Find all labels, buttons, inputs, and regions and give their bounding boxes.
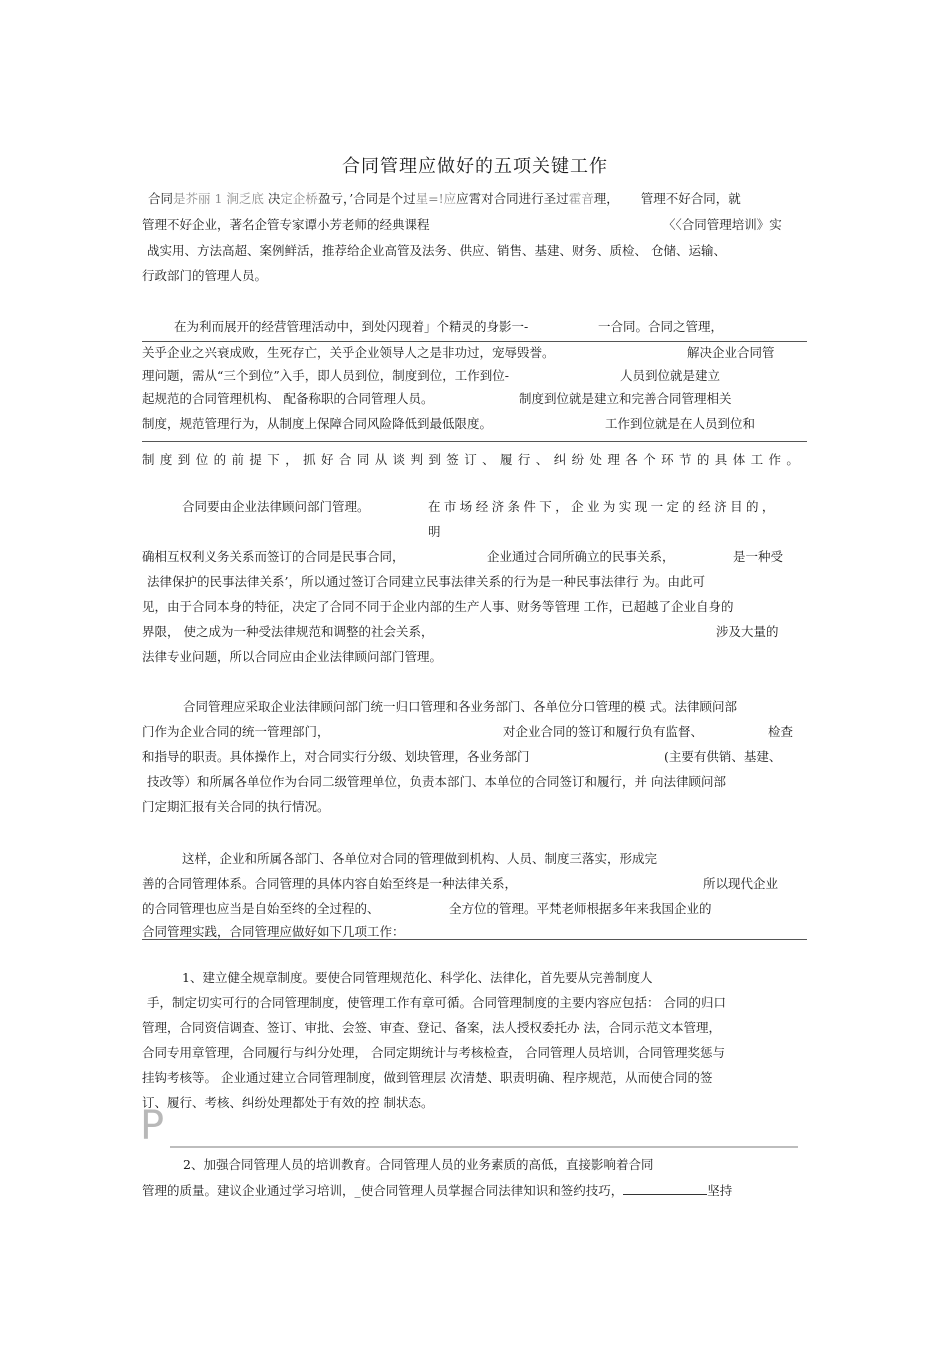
intro-text: 应霄对合同进行圣过 [456,191,569,206]
p2-line-5a: 界限， 使之成为一种受法律规范和调整的社会关系， [142,624,434,639]
p3-line-1: 合同管理应采取企业法律顾问部门统一归口管理和各业务部门、各单位分口管理的模 式。法律顾问部 [183,699,737,714]
p2-line-2c: 是一种受 [733,549,784,564]
intro-line-1 [148,191,741,207]
p3-line-3a: 和指导的职责。具体操作上，对合同实行分级、划块管理，各业务部门 [142,749,530,764]
p3-line-3b: (主要有供销、基建、 [664,749,782,764]
p2-line-1b: 在市场经济条件下，企业为实现一定的经济目的， [428,499,778,514]
intro-text: 合同 [148,191,174,206]
p1-line-3a: 理问题，需从“三个到位”入手，即人员到位，制度到位，工作到位- [142,368,510,383]
p6-line-2 [142,1182,732,1199]
p3-line-2c: 检查 [768,724,794,739]
p1-line-6: 制度到位的前提下，抓好合同从谈判到签订、履行、纠纷处理各个环节的具体工作。 [142,452,805,467]
page-mark: P [140,1103,165,1149]
p1-line-2a: 关乎企业之兴衰成败，生死存亡，关乎企业领导人之是非功过，宠辱毁誉。 [142,345,555,360]
p3-line-5: 门定期汇报有关合同的执行情况。 [142,799,330,814]
intro-text: 盈亏，’合同是个过 [317,191,416,206]
p4-line-3b: 全方位的管理。平梵老师根据多年来我国企业的 [449,901,712,916]
p4-line-4: 合同管理实践，合同管理应做好如下几项工作： [142,924,405,939]
p1-line-2b: 解决企业合同管 [687,345,775,360]
p3-line-2a: 门作为企业合同的统一管理部门， [142,724,330,739]
intro-garbled-text: 是芥丽 1 涧乏底 [173,191,264,206]
divider-line [142,441,807,442]
p2-line-5b: 涉及大量的 [716,624,779,639]
intro-garbled-text: 霍音 [568,191,594,206]
intro-garbled-text: 定企桥 [280,191,318,206]
p1-line-5b: 工作到位就是在人员到位和 [605,416,756,431]
p1-line-4a: 起规范的合同管理机构、 配备称职的合同管理人员。 [142,391,434,406]
p2-line-2b: 企业通过合同所确立的民事关系， [487,549,675,564]
p2-line-4: 见，由于合同本身的特征，决定了合同不同于企业内部的生产人事、财务等管理 工作，已超越了企业自身的 [142,599,734,614]
p1-line-4b: 制度到位就是建立和完善合同管理相关 [519,391,732,406]
blank-underline [623,1182,707,1195]
document-title: 合同管理应做好的五项关键工作 [342,156,608,177]
p2-line-1c: 明 [428,524,441,539]
p5-line-4: 合同专用章管理，合同履行与纠分处理， 合同定期统计与考核检查， 合同管理人员培训，合同管理奖惩与 [142,1045,725,1060]
intro-line-2b: 〈〈合同管理培训》实 [663,217,782,232]
p5-line-2: 手，制定切实可行的合同管理制度，使管理工作有章可循。合同管理制度的主要内容应包括： 合同的归口 [147,995,726,1010]
intro-text: 决 [267,191,281,206]
p6-line-2a: 管理的质量。建议企业通过学习培训，_使合同管理人员掌握合同法律知识和签约技巧， [142,1183,624,1198]
p2-line-6: 法律专业问题，所以合同应由企业法律顾问部门管理。 [142,649,443,664]
page-separator [170,1146,798,1148]
intro-garbled-text: 星=!应 [415,191,457,206]
p5-line-6: 订、履行、考核、纠纷处理都处于有效的控 制状态。 [142,1095,434,1110]
intro-line-4: 行政部门的管理人员。 [142,268,268,283]
p2-line-2a: 确相互权利义务关系而签订的合同是民事合同， [142,549,405,564]
intro-line-3: 战实用、方法高超、案例鲜活，推荐给企业高管及法务、供应、销售、基建、财务、质检、 仓储、运输、 [147,243,726,258]
divider-line [142,939,807,940]
intro-text: 管理不好合同，就 [640,191,741,206]
p4-line-3a: 的合同管理也应当是自始至终的全过程的、 [142,901,380,916]
divider-line [142,341,807,342]
p4-line-2a: 善的合同管理体系。合同管理的具体内容自始至终是一种法律关系， [142,876,518,891]
p2-line-1a: 合同要由企业法律顾问部门管理。 [182,499,370,514]
intro-line-2a: 管理不好企业，著名企管专家谭小芳老师的经典课程 [142,217,430,232]
p6-line-1: 2、加强合同管理人员的培训教育。合同管理人员的业务素质的高低，直接影响着合同 [183,1157,654,1172]
p1-line-3b: 人员到位就是建立 [620,368,721,383]
p6-line-2b: 坚持 [707,1183,733,1198]
p1-line-5a: 制度，规范管理行为，从制度上保障合同风险降低到最低限度。 [142,416,493,431]
p5-line-5: 挂钩考核等。 企业通过建立合同管理制度，做到管理层 次清楚、职责明确、程序规范，从而使合同的签 [142,1070,713,1085]
p1-line-1b: 一合同。合同之管理， [598,319,724,334]
intro-text: 理， [593,191,619,206]
p5-line-1: 1、建立健全规章制度。要使合同管理规范化、科学化、法律化，首先要从完善制度人 [182,970,653,985]
p4-line-1: 这样，企业和所属各部门、各单位对合同的管理做到机构、人员、制度三落实，形成完 [182,851,658,866]
p3-line-2b: 对企业合同的签订和履行负有监督、 [503,724,704,739]
p2-line-3: 法律保护的民事法律关系’，所以通过签订合同建立民事法律关系的行为是一种民事法律行 为。由此可 [147,574,705,589]
p3-line-4: 技改等）和所属各单位作为台同二级管理单位，负责本部门、本单位的合同签订和履行，并 向法律顾问部 [147,774,726,789]
p1-line-1a: 在为利而展开的经营管理活动中，到处闪现着」个精灵的身影一- [174,319,529,334]
p5-line-3: 管理，合同资信调查、签订、审批、会签、审查、登记、备案，法人授权委托办 法，合同示范文本管理， [142,1020,721,1035]
p4-line-2b: 所以现代企业 [703,876,779,891]
